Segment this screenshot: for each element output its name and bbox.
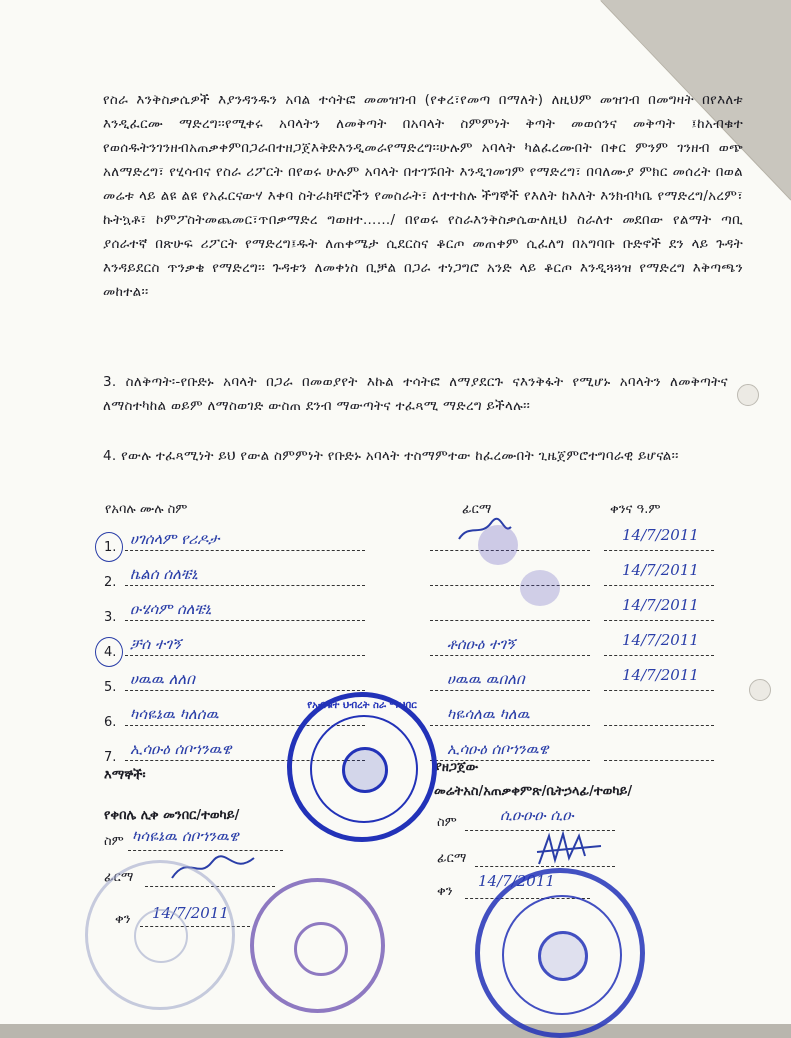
member-name-line — [125, 655, 365, 656]
member-number: 4. — [104, 645, 117, 660]
member-number: 3. — [104, 610, 117, 625]
member-signature-line — [430, 620, 590, 621]
right-date-label: ቀን — [437, 884, 453, 899]
member-number: 2. — [104, 575, 117, 590]
member-date-line — [604, 550, 714, 551]
stamp-emblem-icon — [538, 931, 588, 981]
member-signature-line — [430, 690, 590, 691]
member-signature-line — [430, 655, 590, 656]
thumbprint — [520, 570, 560, 606]
main-stamp-text: የአብቁተ ህብረት ስራ ማህበር — [307, 700, 417, 711]
member-number: 5. — [104, 680, 117, 695]
right-name-label: ስም — [437, 815, 457, 830]
right-signature-scribble — [535, 830, 605, 870]
right-sign-label: ፊርማ — [437, 851, 467, 866]
kebele-chair-label: የቀበሌ ሊቀ መንበር/ተወካይ/ — [104, 808, 240, 823]
member-number: 1. — [104, 540, 117, 555]
member-name: ሀዉዉ ለለበ — [130, 670, 195, 688]
member-date-line — [604, 690, 714, 691]
left-name-value: ካሳዬኔዉ ሰቦኀንዉዌ — [132, 827, 239, 845]
member-date: 14/7/2011 — [622, 561, 699, 579]
number-circle-mark — [95, 532, 123, 562]
member-name: ሀገሰላም የሪዶታ — [130, 530, 220, 548]
member-date-line — [604, 655, 714, 656]
member-signature: ኢሳዑዕ ሰቦኀንዉዌ — [447, 740, 549, 758]
header-date: ቀንና ዓ.ም — [610, 502, 661, 517]
preparer-role: መሬትአስ/አጠቃቀምጽ/ቤትኃላፊ/ተወካይ/ — [434, 784, 633, 799]
member-date: 14/7/2011 — [622, 596, 699, 614]
member-date-line — [604, 760, 714, 761]
right-date-value: 14/7/2011 — [478, 872, 555, 890]
faded-round-stamp — [85, 860, 235, 1010]
right-name-value: ሲዑዑዑ ሲዑ — [500, 806, 574, 824]
member-name-line — [125, 690, 365, 691]
thumbprint — [478, 525, 518, 565]
member-name: ዑሄሳም ሰለቼኒ — [130, 600, 212, 618]
bottom-right-round-stamp — [475, 868, 645, 1038]
member-signature-line — [430, 725, 590, 726]
member-date: 14/7/2011 — [622, 526, 699, 544]
stamp-emblem-icon — [342, 747, 388, 793]
purple-stamp-emblem-icon — [294, 922, 348, 976]
member-name: ኢሳዑዕ ሰቦኀንዉዌ — [130, 740, 232, 758]
number-circle-mark — [95, 637, 123, 667]
member-date: 14/7/2011 — [622, 631, 699, 649]
header-member-name: የአባሉ ሙሉ ስም — [105, 502, 188, 517]
member-name-line — [125, 620, 365, 621]
item-3-paragraph: 3. ስለቅጣት፡-የቡድኑ አባላት በጋራ በመወያየት እኩል ተሳትፎ ለማያደርጉ ናእንቅፋት የሚሆኑ አባላትን ለመቅጣትና ለማስተካከል ወይም ለማስወገድ ውስጠ ደንብ ማውጣትና ተፈጻሚ ማድረግ ይችላሉ፡፡ — [103, 374, 728, 414]
preparer-label: ያዘጋጀው — [434, 760, 479, 775]
main-round-stamp — [287, 692, 437, 842]
punch-hole — [749, 679, 771, 701]
item-4-paragraph: 4. የውሉ ተፈጻሚነት ይህ የውል ስምምነት የቡድኑ አባላት ተስማምተው ከፈረሙበት ጊዜጀምሮተግባራዊ ይሆናል፡፡ — [103, 448, 679, 464]
punch-hole — [737, 384, 759, 406]
member-number: 7. — [104, 750, 117, 765]
member-name: ኬልሰ ሰለቼኒ — [130, 565, 198, 583]
member-number: 6. — [104, 715, 117, 730]
left-date-label: ቀን — [115, 912, 131, 927]
member-signature: ካዬሳለዉ ካለዉ — [447, 705, 530, 723]
member-name-line — [125, 585, 365, 586]
member-signature: ሀዉዉ ዉበለበ — [447, 670, 525, 688]
purple-round-stamp — [250, 878, 385, 1013]
header-signature: ፊርማ — [462, 502, 492, 517]
left-name-label: ስም — [104, 834, 124, 849]
witnesses-label: እማኞች፡ — [104, 768, 146, 783]
member-name: ቻሰ ተገኝ — [130, 635, 181, 653]
left-date-value: 14/7/2011 — [152, 904, 229, 922]
member-date-line — [604, 725, 714, 726]
body-paragraph: የስራ እንቅስቃሴዎች እያንዳንዱን አባል ተሳትፎ መመዝገብ (የቀረ፣የመጣ በማለት) ለዚህም መዝገብ በመግዛት በየእለቱ እንዲፈርሙ ማድረግ፡፡የሚቀሩ አባላትን ለመቅጣት በአባላት ስምምነት ቅጣት መወሰንና መቅጣት ፤ከአብቁተ የወሰዱትንገንዘብአጠቃቀምበጋራበተዘጋጀእቅድእንዲመራየማድረግ፡፡ሁሉም አባላት ካልፈረሙበት በቀር ምንም ገንዘብ ወጭ አለማድረግ፣ የሂሳብና የስራ ሪፖርት በየወሩ ሁሉም አባላት በተገኙበት እንዲገመገም የማድረግ፣ በባለሙያ ምክር መሰረት በወል መሬቱ ላይ ልዩ ልዩ የአፈርናውሃ እቀባ ስትራክቸሮችን የመስራት፣ ለተተከሉ ችግኞች የእለት ከእለት እንክብካቤ የማድረግ/አረም፣ ኩትኳቶ፣ ኮምፖስትመጨመር፣ጥበቃማድረ ግወዘተ……/ በየወሩ የስራእንቅስቃሴውለዚህ ስራለተ መደበው የልማት ጣቢ ያሰራተኛ በጽሁፍ ሪፖርት የማድረግ፤ዱት ለጠቀሜታ ሲደርስና ቆርጦ መጠቀም ሲፈለግ በአግባቡ ቡድኖች ደን ላይ ጉዳት እንዳይደርስ ጥንቃቄ የማድረግ፡፡ ጉዳቱን ለመቀነስ ቢቻል በጋራ ተነጋግሮ አንድ ላይ ቆርጦ እንዲጓጓዝ የማድረግ እቅጣጫን መከተል፡፡ — [103, 92, 743, 300]
left-sign-label: ፊርማ — [104, 870, 134, 885]
member-name: ካሳዬኔዉ ካለሰዉ — [130, 705, 219, 723]
member-signature: ቶሰዑዕ ተገኝ — [447, 635, 515, 653]
member-date: 14/7/2011 — [622, 666, 699, 684]
member-signature-line — [430, 585, 590, 586]
member-date-line — [604, 585, 714, 586]
member-name-line — [125, 550, 365, 551]
member-date-line — [604, 620, 714, 621]
